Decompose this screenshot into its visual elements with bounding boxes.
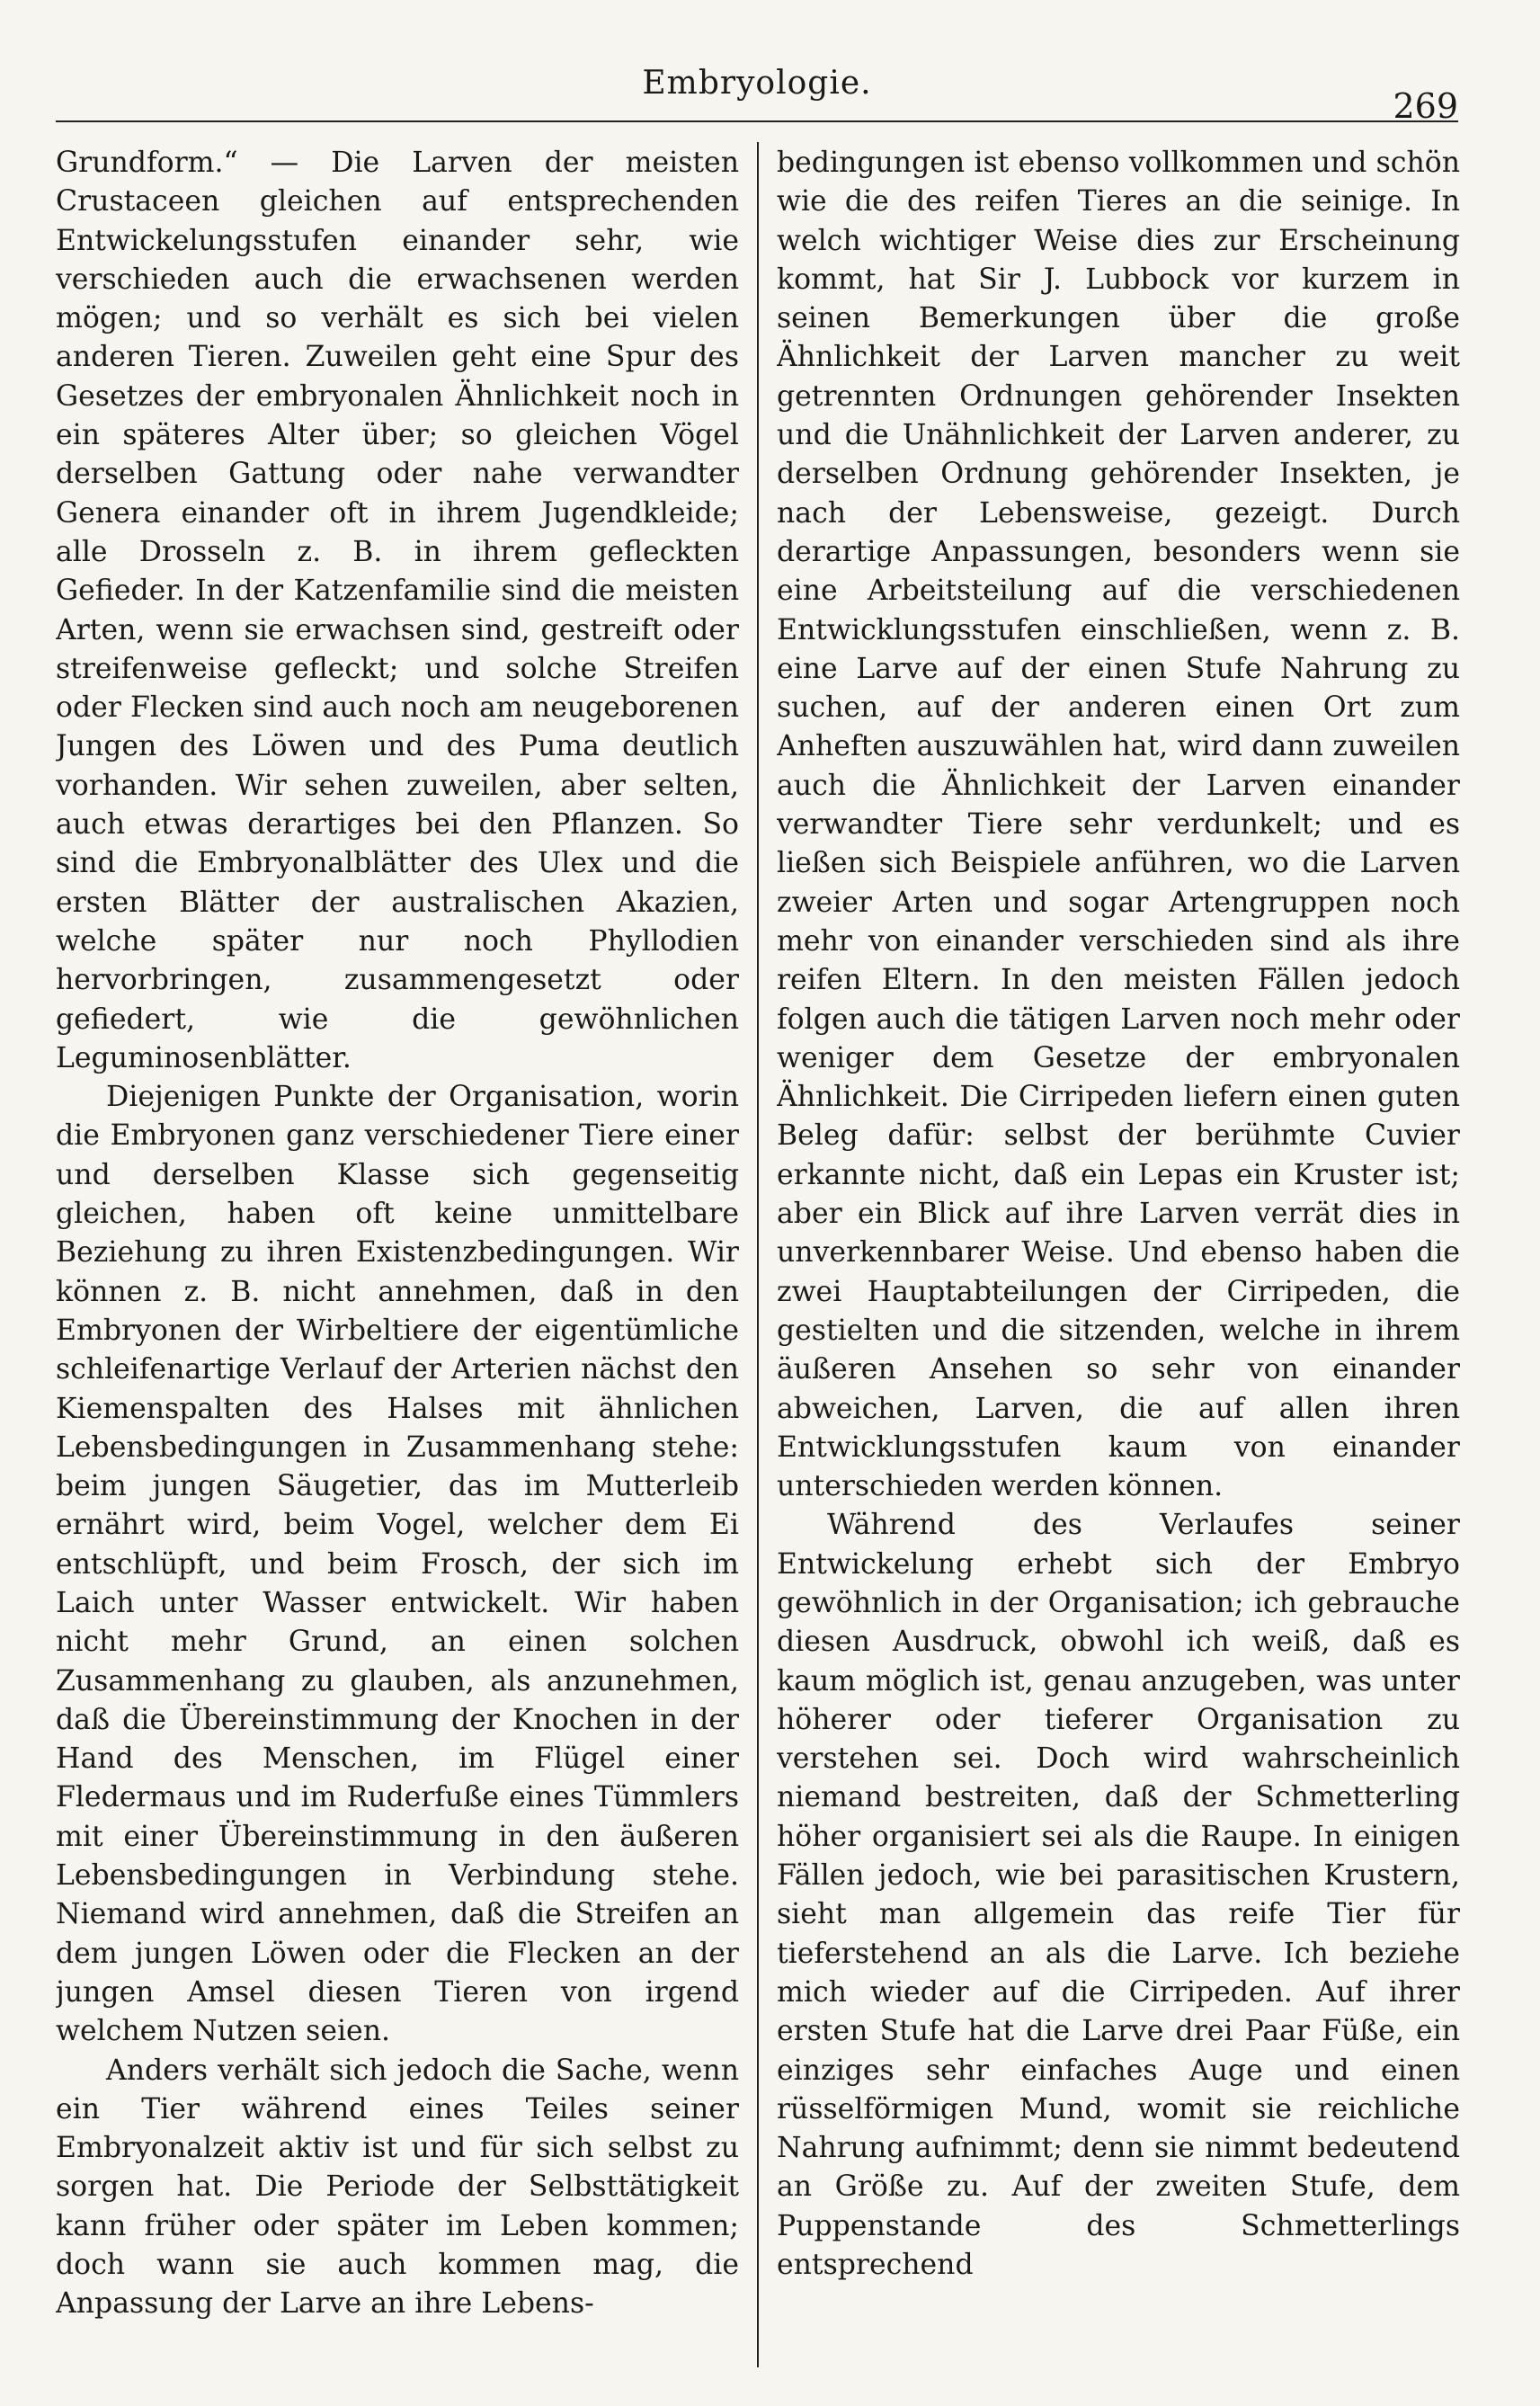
header-rule bbox=[56, 120, 1458, 122]
paragraph: Grundform.“ — Die Larven der meisten Crustaceen gleichen auf entsprechenden Entwickelungsstufen einander sehr, wie verschieden auch die erwachsenen werden mögen; und so verhält es sich bei vielen anderen Tieren. Zuweilen geht eine Spur des Gesetzes der embryonalen Ähnlichkeit noch in ein späteres Alter über; so gleichen Vögel derselben Gattung oder nahe verwandter Genera einander oft in ihrem Jugendkleide; alle Drosseln z. B. in ihrem gefleckten Gefieder. In der Katzenfamilie sind die meisten Arten, wenn sie erwachsen sind, gestreift oder streifenweise gefleckt; und solche Streifen oder Flecken sind auch noch am neugeborenen Jungen des Löwen und des Puma deutlich vorhanden. Wir sehen zuweilen, aber selten, auch etwas derartiges bei den Pflanzen. So sind die Embryonalblätter des Ulex und die ersten Blätter der australischen Akazien, welche später nur noch Phyllodien hervorbringen, zusammengesetzt oder gefiedert, wie die gewöhnlichen Leguminosenblätter. bbox=[56, 147, 739, 1074]
running-title: Embryologie. bbox=[642, 65, 872, 102]
column-divider bbox=[757, 142, 759, 2367]
paragraph: Anders verhält sich jedoch die Sache, wenn ein Tier während eines Teiles seiner Embryonalzeit aktiv ist und für sich selbst zu sorgen hat. Die Periode der Selbsttätigkeit kann früher oder später im Leben kommen; doch wann sie auch kommen mag, die Anpassung der Larve an ihre Lebens- bbox=[56, 2054, 739, 2321]
page-number: 269 bbox=[1393, 86, 1458, 126]
left-column bbox=[56, 144, 739, 2374]
paragraph: Diejenigen Punkte der Organisation, worin die Embryonen ganz verschiedener Tiere einer und derselben Klasse sich gegenseitig gleichen, haben oft keine unmittelbare Beziehung zu ihren Existenzbedingungen. Wir können z. B. nicht annehmen, daß in den Embryonen der Wirbeltiere der eigentümliche schleifenartige Verlauf der Arterien nächst den Kiemenspalten des Halses mit ähnlichen Lebensbedingungen in Zusammenhang stehe: beim jungen Säugetier, das im Mutterleib ernährt wird, beim Vogel, welcher dem Ei entschlüpft, und beim Frosch, der sich im Laich unter Wasser entwickelt. Wir haben nicht mehr Grund, an einen solchen Zusammenhang zu glauben, als anzunehmen, daß die Übereinstimmung der Knochen in der Hand des Menschen, im Flügel einer Fledermaus und im Ruderfuße eines Tümmlers mit einer Übereinstimmung in den äußeren Lebensbedingungen in Verbindung stehe. Niemand wird annehmen, daß die Streifen an dem jungen Löwen oder die Flecken an der jungen Amsel diesen Tieren von irgend welchem Nutzen seien. bbox=[56, 1081, 739, 2048]
running-head bbox=[56, 54, 1458, 126]
paragraph: bedingungen ist ebenso vollkommen und schön wie die des reifen Tieres an die seinige. In welch wichtiger Weise dies zur Erscheinung kommt, hat Sir J. Lubbock vor kurzem in seinen Bemerkungen über die große Ähnlichkeit der Larven mancher zu weit getrennten Ordnungen gehörender Insekten und die Unähnlichkeit der Larven anderer, zu derselben Ordnung gehörender Insekten, je nach der Lebensweise, gezeigt. Durch derartige Anpassungen, besonders wenn sie eine Arbeitsteilung auf die verschiedenen Entwicklungsstufen einschließen, wenn z. B. eine Larve auf der einen Stufe Nahrung zu suchen, auf der anderen einen Ort zum Anheften auszuwählen hat, wird dann zuweilen auch die Ähnlichkeit der Larven einander verwandter Tiere sehr verdunkelt; und es ließen sich Beispiele anführen, wo die Larven zweier Arten und sogar Artengruppen noch mehr von einander verschieden sind als ihre reifen Eltern. In den meisten Fällen jedoch folgen auch die tätigen Larven noch mehr oder weniger dem Gesetze der embryonalen Ähnlichkeit. Die Cirripeden liefern einen guten Beleg dafür: selbst der berühmte Cuvier erkannte nicht, daß ein Lepas ein Kruster ist; aber ein Blick auf ihre Larven verrät dies in unverkennbarer Weise. Und ebenso haben die zwei Hauptabteilungen der Cirripeden, die gestielten und die sitzenden, welche in ihrem äußeren Ansehen so sehr von einander abweichen, Larven, die auf allen ihren Entwicklungsstufen kaum von einander unterschieden werden können. bbox=[777, 147, 1460, 1503]
right-column bbox=[777, 144, 1460, 2374]
paragraph: Während des Verlaufes seiner Entwickelung erhebt sich der Embryo gewöhnlich in der Organisation; ich gebrauche diesen Ausdruck, obwohl ich weiß, daß es kaum möglich ist, genau anzugeben, was unter höherer oder tieferer Organisation zu verstehen sei. Doch wird wahrscheinlich niemand bestreiten, daß der Schmetterling höher organisiert sei als die Raupe. In einigen Fällen jedoch, wie bei parasitischen Krustern, sieht man allgemein das reife Tier für tieferstehend an als die Larve. Ich beziehe mich wieder auf die Cirripeden. Auf ihrer ersten Stufe hat die Larve drei Paar Füße, ein einziges sehr einfaches Auge und einen rüsselförmigen Mund, womit sie reichliche Nahrung aufnimmt; denn sie nimmt bedeutend an Größe zu. Auf der zweiten Stufe, dem Puppenstande des Schmetterlings entsprechend bbox=[777, 1509, 1460, 2282]
